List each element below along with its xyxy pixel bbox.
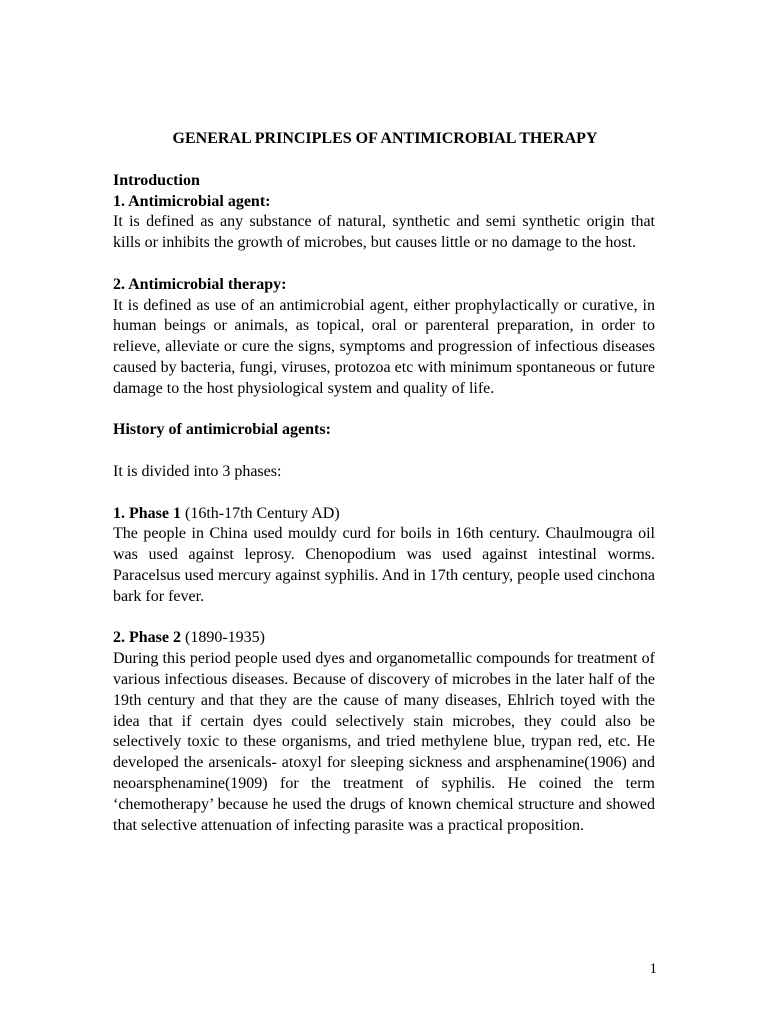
spacer [113, 441, 655, 462]
section-antimicrobial-therapy-text: It is defined as use of an antimicrobial agent, either prophylactically or curative, in human beings or animals, as topical, oral or parenteral preparation, in order to relieve, alleviate or cure the signs, symptoms and progression of infectious diseases caused by bacteria, fungi, viruses, protozoa etc with minimum spontaneous or future damage to the host physiological system and quality of life. [113, 296, 655, 397]
section-antimicrobial-agent-heading: 1. Antimicrobial agent: [113, 192, 271, 210]
phase2-label: 2. Phase 2 [113, 629, 181, 647]
section-antimicrobial-therapy-heading: 2. Antimicrobial therapy: [113, 275, 287, 293]
phase1-text: The people in China used mouldy curd for boils in 16th century. Chaulmougra oil was used against leprosy. Chenopodium was used against intestinal worms. Paracelsus used mercury against syphilis. And in 17th century, people used cinchona bark for fever. [113, 525, 655, 605]
phase2-period: (1890-1935) [181, 629, 265, 647]
spacer [113, 608, 655, 629]
section-antimicrobial-agent-text: It is defined as any substance of natural, synthetic and semi synthetic origin that kills or inhibits the growth of microbes, but causes little or no damage to the host. [113, 213, 655, 252]
document-title: GENERAL PRINCIPLES OF ANTIMICROBIAL THERAPY [172, 130, 598, 147]
phase1-period: (16th-17th Century AD) [181, 504, 340, 522]
phase2-text: During this period people used dyes and organometallic compounds for treatment of various infectious diseases. Because of discovery of microbes in the later half of the 19th century and that they are the cause of many diseases, Ehlrich toyed with the idea that if certain dyes could selectively stain microbes, they could also be selectively toxic to these organisms, and tried methylene blue, trypan red, etc. He developed the arsenicals- atoxyl for sleeping sickness and arsphenamine(1906) and neoarsphenamine(1909) for the treatment of syphilis. He coined the term ‘chemotherapy’ because he used the drugs of known chemical structure and showed that selective attenuation of infecting parasite was a practical proposition. [113, 650, 655, 834]
history-heading: History of antimicrobial agents: [113, 421, 331, 439]
spacer [113, 483, 655, 504]
spacer [113, 400, 655, 421]
phase1-heading [113, 504, 655, 525]
page-content [113, 129, 655, 836]
phase1-label: 1. Phase 1 [113, 504, 181, 522]
phase2-heading [113, 628, 655, 649]
phases-intro-text: It is divided into 3 phases: [113, 462, 282, 480]
page-number: 1 [649, 961, 657, 977]
spacer [113, 254, 655, 275]
introduction-heading: Introduction [113, 171, 200, 189]
